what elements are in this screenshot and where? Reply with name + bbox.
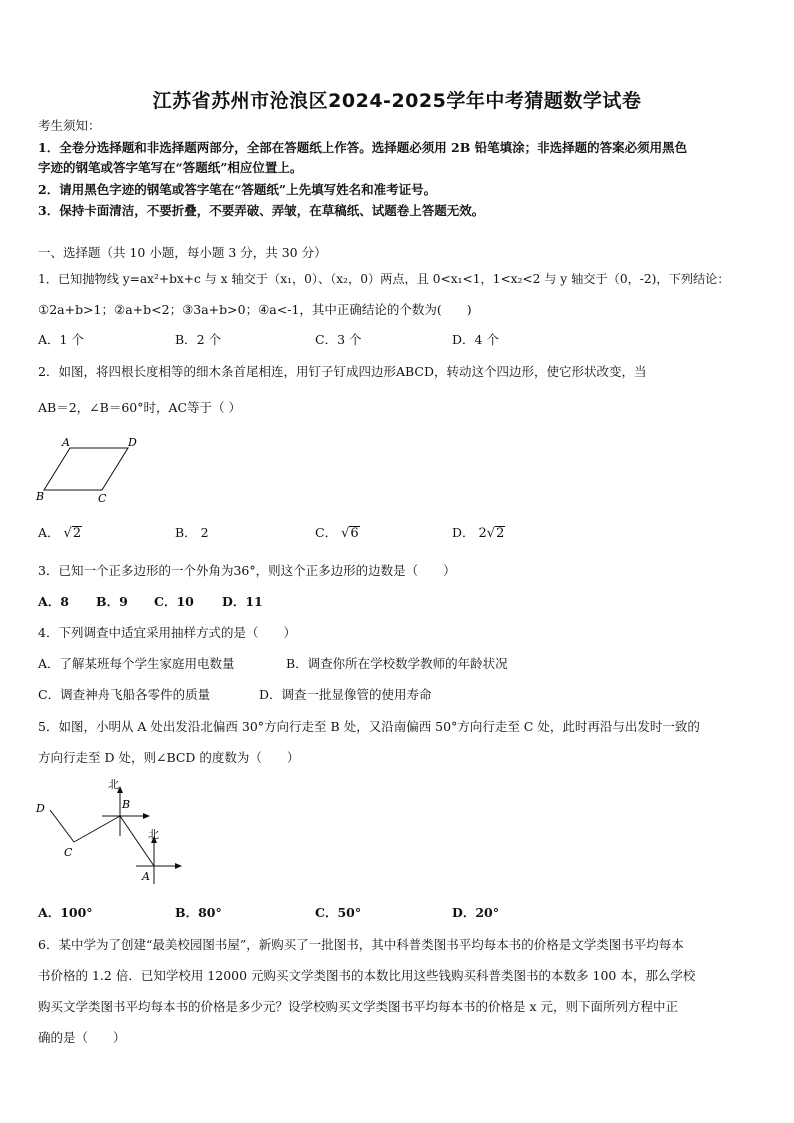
q1-stem-line1: 1．已知抛物线 y=ax²+bx+c 与 x 轴交于（x₁，0）、（x₂，0）两点，且 0<x₁<1，1<x₂<2 与 y 轴交于（0，-2)，下列结论： xyxy=(38,272,730,286)
q5-direction-figure xyxy=(32,776,192,892)
q3-stem: 3．已知一个正多边形的一个外角为36°，则这个正多边形的边数是（ ） xyxy=(38,563,456,578)
label-c: C xyxy=(64,846,73,859)
q2-options xyxy=(38,525,758,543)
label-b: B xyxy=(122,798,131,811)
q6-stem-line3: 购买文学类图书平均每本书的价格是多少元？设学校购买文学类图书平均每本书的价格是 x 元，则下面所列方程中正 xyxy=(38,999,678,1014)
q2-stem-line1: 2．如图，将四根长度相等的细木条首尾相连，用钉子钉成四边形ABCD，转动这个四边形，使它形状改变，当 xyxy=(38,364,647,379)
label-d: D xyxy=(36,802,45,815)
q3-options xyxy=(38,594,758,612)
notice-item-2: 2．请用黑色字迹的钢笔或答字笔在“答题纸”上先填写姓名和准考证号。 xyxy=(38,182,437,197)
q5-option-a[interactable]: A．100° xyxy=(38,905,93,920)
sqrt-symbol: √6 xyxy=(341,526,359,541)
q3-option-d[interactable]: D．11 xyxy=(222,594,263,609)
q3-option-c[interactable]: C．10 xyxy=(154,594,194,609)
notice-item-3: 3．保持卡面清洁，不要折叠，不要弄破、弄皱，在草稿纸、试题卷上答题无效。 xyxy=(38,203,485,218)
q4-option-c[interactable]: C．调查神舟飞船各零件的质量 xyxy=(38,687,211,702)
north-label-a: 北 xyxy=(148,828,159,841)
q5-option-c[interactable]: C．50° xyxy=(315,905,362,920)
q2-option-b[interactable]: B． 2 xyxy=(175,525,209,540)
page-title: 江苏省苏州市沧浪区2024-2025学年中考猜题数学试卷 xyxy=(152,90,642,112)
q4-stem: 4．下列调查中适宜采用抽样方式的是（ ） xyxy=(38,625,296,640)
q1-option-b[interactable]: B．2 个 xyxy=(175,332,222,347)
sqrt-symbol: √2 xyxy=(63,526,82,541)
label-b: B xyxy=(36,490,45,503)
arrowhead-east-a xyxy=(175,863,182,869)
notice-item-1a: 1．全卷分选择题和非选择题两部分，全部在答题纸上作答。选择题必须用 2B 铅笔填涂；非选择题的答案必须用黑色 xyxy=(38,140,688,155)
north-label-b: 北 xyxy=(108,778,119,791)
section-heading: 一、选择题（共 10 小题，每小题 3 分，共 30 分） xyxy=(38,245,327,260)
q2-option-a-prefix: A． xyxy=(38,525,60,540)
q2-option-d-coef: 2 xyxy=(478,526,487,541)
q5-options xyxy=(38,905,758,923)
q5-stem-line1: 5．如图，小明从 A 处出发沿北偏西 30°方向行走至 B 处，又沿南偏西 50°方向行走至 C 处，此时再沿与出发时一致的 xyxy=(38,719,700,734)
path-ab xyxy=(120,816,154,866)
q5-stem-line2: 方向行走至 D 处，则∠BCD 的度数为（ ） xyxy=(38,750,300,765)
q4-option-b[interactable]: B．调查你所在学校数学教师的年龄状况 xyxy=(286,656,508,671)
q4-option-d[interactable]: D．调查一批显像管的使用寿命 xyxy=(259,687,432,702)
q1-option-d[interactable]: D．4 个 xyxy=(452,332,499,347)
q2-option-c-prefix: C． xyxy=(315,525,338,540)
q2-option-c-radicand: 6 xyxy=(350,526,359,541)
q4-option-a[interactable]: A．了解某班每个学生家庭用电数量 xyxy=(38,656,235,671)
notice-heading: 考生须知： xyxy=(38,118,101,133)
q5-option-b[interactable]: B．80° xyxy=(175,905,222,920)
q2-rhombus-figure xyxy=(34,432,144,506)
label-a: A xyxy=(142,870,150,883)
q4-options-row2 xyxy=(38,687,758,705)
q3-option-a[interactable]: A．8 xyxy=(38,594,69,609)
label-d: D xyxy=(128,436,137,449)
label-c: C xyxy=(98,492,107,505)
q2-stem-line2: AB＝2，∠B＝60°时，AC等于（ ） xyxy=(38,400,242,415)
q6-stem-line2: 书价格的 1.2 倍．已知学校用 12000 元购买文学类图书的本数比用这些钱购买科普类图书的本数多 100 本，那么学校 xyxy=(38,968,696,983)
q2-option-a-radicand: 2 xyxy=(72,526,82,541)
q6-stem-line1: 6．某中学为了创建“最美校园图书屋”，新购买了一批图书，其中科普类图书平均每本书的价格是文学类图书平均每本 xyxy=(38,937,684,952)
q2-option-d-prefix: D． xyxy=(452,525,475,540)
q2-option-c[interactable] xyxy=(315,525,360,542)
notice-item-1b: 字迹的钢笔或答字笔写在“答题纸”相应位置上。 xyxy=(38,160,303,175)
sqrt-symbol: √2 xyxy=(486,526,505,541)
q1-stem-line2: ①2a+b>1；②a+b<2；③3a+b>0；④a<-1，其中正确结论的个数为( ) xyxy=(38,302,472,317)
q4-options-row1 xyxy=(38,656,758,674)
q2-option-d[interactable] xyxy=(452,525,505,542)
q1-option-c[interactable]: C．3 个 xyxy=(315,332,362,347)
arrowhead-east-b xyxy=(143,813,150,819)
q1-option-a[interactable]: A．1 个 xyxy=(38,332,84,347)
path-cd xyxy=(50,810,74,842)
path-bc xyxy=(74,816,120,842)
q2-option-d-radicand: 2 xyxy=(496,526,505,541)
q5-option-d[interactable]: D．20° xyxy=(452,905,499,920)
label-a: A xyxy=(62,436,70,449)
q6-stem-line4: 确的是（ ） xyxy=(38,1030,126,1045)
rhombus-abcd xyxy=(44,448,128,490)
q3-option-b[interactable]: B．9 xyxy=(96,594,128,609)
q2-option-a[interactable] xyxy=(38,525,82,542)
q1-options xyxy=(38,332,758,350)
